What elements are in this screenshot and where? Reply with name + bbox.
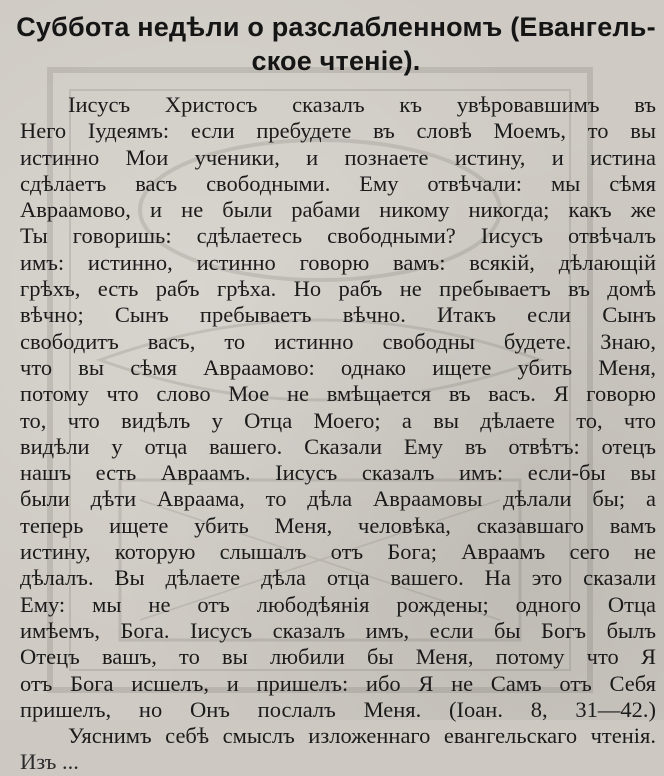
text-line: истинно Мои ученики, и познаете истину, и истина <box>20 144 656 170</box>
text-line: видѣли у отца вашего. Сказали Ему въ отвѣтъ: отецъ <box>20 433 656 459</box>
text-line: имъ: истинно, истинно говорю вамъ: всякій, дѣлающій <box>20 249 656 275</box>
reading-title <box>16 10 656 78</box>
text-line: Отецъ вашъ, то вы любили бы Меня, потому что Я <box>20 644 656 670</box>
text-line: нашъ есть Авраамъ. Іисусъ сказалъ имъ: если-бы вы <box>20 460 656 486</box>
text-line: имѣемъ, Бога. Іисусъ сказалъ имъ, если бы Богъ былъ <box>20 617 656 643</box>
text-line: Уяснимъ себѣ смыслъ изложеннаго евангельскаго чтенія. <box>68 723 656 749</box>
text-line: были дѣти Авраама, то дѣла Авраамовы дѣлали бы; а <box>20 486 656 512</box>
text-line: сдѣлаетъ васъ свободными. Ему отвѣчали: мы сѣмя <box>20 170 656 196</box>
text-line: Авраамово, и не были рабами никому никогда; какъ же <box>20 197 656 223</box>
text-line: то, что видѣлъ у Отца Моего; а вы дѣлаете то, что <box>20 407 656 433</box>
text-line: Ты говоришь: сдѣлаетесь свободными? Іисусъ отвѣчалъ <box>20 223 656 249</box>
text-line: Іисусъ Христосъ сказалъ къ увѣровавшимъ въ <box>68 92 656 117</box>
text-line: Него Іудеямъ: если пребудете въ словѣ Моемъ, то вы <box>20 118 656 144</box>
title-line-1: Суббота недѣли о разслабленномъ (Евангель- <box>16 12 656 42</box>
text-line: что вы сѣмя Авраамово: однако ищете убить Меня, <box>20 354 656 380</box>
gospel-reading-text <box>20 92 656 775</box>
text-line: вѣчно; Сынъ пребываетъ вѣчно. Итакъ если Сынъ <box>20 302 656 328</box>
text-line: отъ Бога исшелъ, и пришелъ: ибо Я не Самъ отъ Себя <box>20 670 656 696</box>
text-line: свободитъ васъ, то истинно свободны будете. Знаю, <box>20 328 656 354</box>
text-line: Ему: мы не отъ любодѣянія рождены; одного Отца <box>20 591 656 617</box>
text-line: грѣхъ, есть рабъ грѣха. Но рабъ не пребываетъ въ домѣ <box>20 276 656 302</box>
text-line: потому что слово Мое не вмѣщается въ васъ. Я говорю <box>20 381 656 407</box>
text-line: истину, которую слышалъ отъ Бога; Авраамъ сего не <box>20 539 656 565</box>
text-line: теперь ищете убить Меня, человѣка, сказавшаго вамъ <box>20 512 656 538</box>
title-line-2: ское чтеніе). <box>251 46 421 76</box>
text-line: дѣлалъ. Вы дѣлаете дѣла отца вашего. На это сказали <box>20 565 656 591</box>
text-line-cropped: Изъ ... <box>20 749 79 775</box>
text-line: пришелъ, но Онъ послалъ Меня. (Іоан. 8, 31—42.) <box>20 696 656 722</box>
